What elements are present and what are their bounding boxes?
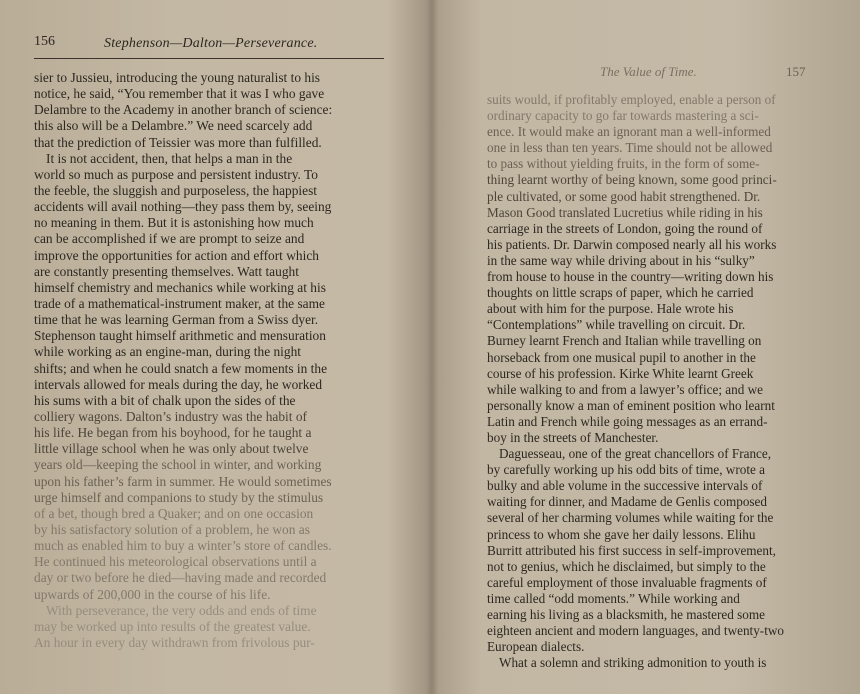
text-line: notice, he said, “You remember that it was I who gave	[34, 86, 325, 102]
text-line: world so much as purpose and persistent industry. To	[34, 166, 318, 182]
left-page-text	[34, 70, 332, 651]
text-line: Daguesseau, one of the great chancellors of France,	[499, 446, 772, 462]
text-line: much as enabled him to buy a winter’s store of candles.	[34, 538, 332, 554]
text-line: upwards of 200,000 in the course of his life.	[34, 586, 271, 602]
text-line: Mason Good translated Lucretius while riding in his	[487, 204, 763, 220]
text-line: while working as an engine-man, during the night	[34, 344, 302, 360]
text-line: shifts; and when he could snatch a few moments in the	[34, 360, 328, 376]
text-line: day or two before he died—having made and recorded	[34, 570, 327, 586]
text-line: Burney learnt French and Italian while travelling on	[487, 333, 762, 349]
text-line: waiting for dinner, and Madame de Genlis composed	[487, 494, 767, 510]
text-line: An hour in every day withdrawn from frivolous pur-	[34, 634, 315, 650]
text-line: one in less than ten years. Time should not be allowed	[487, 140, 773, 156]
text-line: time that he was learning German from a Swiss dyer.	[34, 312, 319, 328]
right-page-text	[487, 92, 784, 671]
left-running-head: Stephenson—Dalton—Perseverance.	[104, 36, 318, 51]
text-line: boy in the streets of Manchester.	[487, 429, 659, 445]
text-line: may be worked up into results of the greatest value.	[34, 618, 311, 634]
text-line: himself chemistry and mechanics while working at his	[34, 279, 326, 295]
text-line: ple cultivated, or some good habit strengthened. Dr.	[487, 188, 761, 204]
text-line: to pass without yielding fruits, in the form of some-	[487, 156, 760, 172]
text-line: his sums with a bit of chalk upon the sides of the	[34, 392, 296, 408]
text-line: Stephenson taught himself arithmetic and mensuration	[34, 328, 326, 344]
text-line: years old—keeping the school in winter, and working	[34, 457, 322, 473]
right-page-number: 157	[786, 64, 806, 79]
text-line: of a bet, though bred a Quaker; and on one occasion	[34, 505, 314, 521]
text-line: Burritt attributed his first success in self-improvement,	[487, 542, 776, 558]
header-rule	[34, 58, 384, 59]
text-line: his life. He began from his boyhood, for he taught a	[34, 425, 312, 441]
text-line: Delambre to the Academy in another branch of science:	[34, 102, 333, 118]
text-line: thoughts on little scraps of paper, which he carried	[487, 285, 754, 301]
text-line: upon his father’s farm in summer. He would sometimes	[34, 473, 332, 489]
text-line: He continued his meteorological observations until a	[34, 554, 317, 570]
text-line: his patients. Dr. Darwin composed nearly all his works	[487, 236, 777, 252]
text-line: urge himself and companions to study by the stimulus	[34, 489, 324, 505]
left-page-number: 156	[34, 34, 55, 49]
text-line: earning his living as a blacksmith, he mastered some	[487, 607, 765, 622]
text-line: from house to house in the country—writing down his	[487, 269, 774, 285]
text-line: carriage in the streets of London, going the round of	[487, 220, 763, 236]
text-line: in the same way while driving about in his “sulky”	[487, 252, 755, 268]
text-line: accidents will avail nothing—they pass them by, seeing	[34, 199, 332, 215]
text-line: course of his profession. Kirke White learnt Greek	[487, 365, 754, 381]
text-line: this also will be a Delambre.” We need scarcely add	[34, 118, 313, 134]
text-line: can be accomplished if we are prompt to seize and	[34, 231, 305, 247]
text-line: bulky and able volume in the successive intervals of	[487, 478, 763, 494]
text-line: little village school when he was only about twelve	[34, 441, 309, 457]
text-line: It is not accident, then, that helps a man in the	[46, 150, 293, 166]
text-line: What a solemn and striking admonition to youth is	[499, 655, 767, 671]
text-line: about with him for the purpose. Hale wrote his	[487, 301, 734, 317]
text-line: no meaning in them. But it is astonishing how much	[34, 215, 314, 231]
text-line: thing learnt worthy of being known, some good princi-	[487, 172, 777, 188]
text-line: the feeble, the sluggish and purposeless, the happiest	[34, 182, 317, 198]
text-line: ordinary capacity to go far towards mastering a sci-	[487, 108, 759, 124]
text-line: by carefully working up his odd bits of time, wrote a	[487, 462, 765, 478]
text-line: careful employment of those invaluable fragments of	[487, 574, 767, 590]
text-line: colliery wagons. Dalton’s industry was the habit of	[34, 408, 307, 424]
text-line: personally know a man of eminent position who learnt	[487, 397, 775, 413]
text-line: princess to whom she gave her daily lessons. Elihu	[487, 526, 756, 542]
text-line: not to genius, which he disclaimed, but simply to the	[487, 558, 766, 574]
right-running-head: The Value of Time.	[600, 64, 697, 79]
text-line: eighteen ancient and modern languages, and twenty-two	[487, 623, 784, 639]
text-line: Latin and French while going messages as an errand-	[487, 413, 768, 429]
text-line: ence. It would make an ignorant man a well-informed	[487, 124, 771, 140]
text-line: trade of a mathematical-instrument maker, at the same	[34, 295, 325, 311]
text-line: improve the opportunities for action and effort which	[34, 247, 319, 263]
text-line: European dialects.	[487, 639, 585, 655]
text-line: by his satisfactory solution of a problem, he won as	[34, 521, 310, 537]
text-line: intervals allowed for meals during the day, he worked	[34, 376, 323, 392]
text-line: sier to Jussieu, introducing the young naturalist to his	[34, 70, 321, 85]
text-line: With perseverance, the very odds and ends of time	[46, 602, 317, 618]
text-line: time called “odd moments.” While working and	[487, 590, 740, 606]
text-line: several of her charming volumes while waiting for the	[487, 510, 774, 526]
text-line: while walking to and from a lawyer’s office; and we	[487, 381, 763, 397]
text-line: that the prediction of Teissier was more than fulfilled.	[34, 134, 322, 150]
text-line: are constantly presenting themselves. Watt taught	[34, 263, 299, 279]
right-page	[430, 0, 860, 694]
text-line: “Contemplations” while travelling on circuit. Dr.	[487, 317, 746, 333]
text-line: horseback from one musical pupil to another in the	[487, 349, 756, 365]
text-line: suits would, if profitably employed, enable a person of	[487, 92, 776, 107]
